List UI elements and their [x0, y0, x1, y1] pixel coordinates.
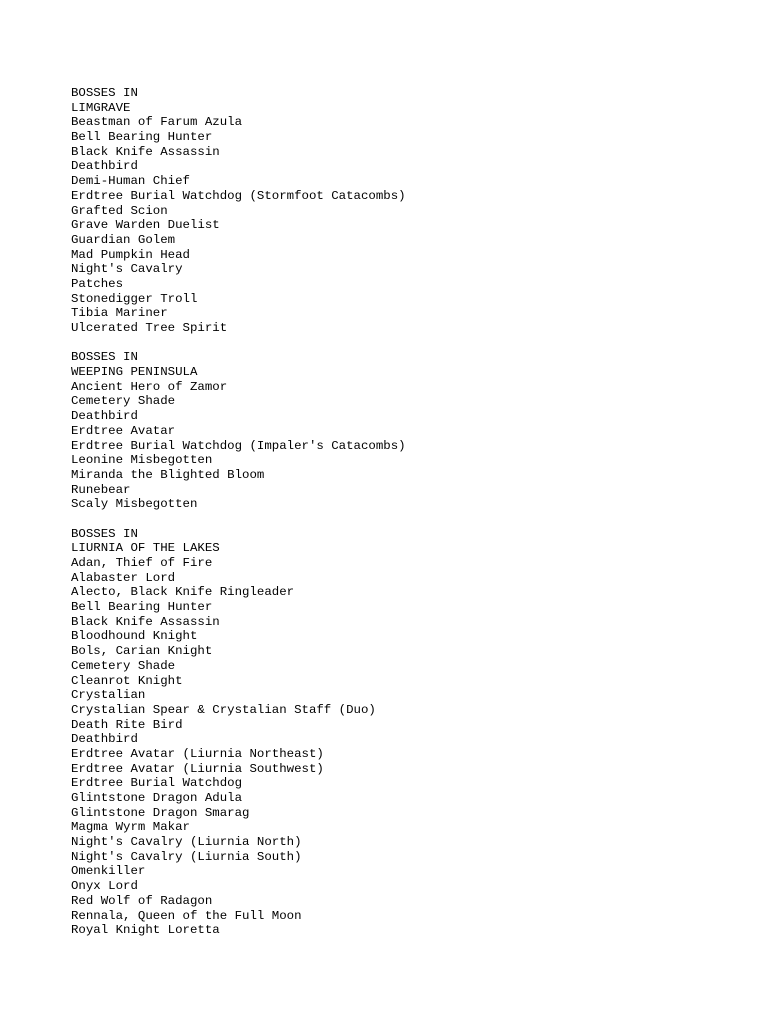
- boss-list-item: Ulcerated Tree Spirit: [71, 321, 228, 335]
- boss-list-item: Scaly Misbegotten: [71, 497, 198, 512]
- section-region-title: WEEPING PENINSULA: [71, 365, 198, 380]
- boss-list-item: Erdtree Avatar: [71, 423, 176, 438]
- boss-list-item: Miranda the Blighted Bloom: [71, 467, 265, 482]
- boss-list-item: Patches: [71, 276, 124, 291]
- section-region-title: LIURNIA OF THE LAKES: [71, 541, 220, 556]
- boss-section: [71, 86, 731, 336]
- boss-list-item: Adan, Thief of Fire: [71, 556, 213, 570]
- boss-list-item: Deathbird: [71, 409, 138, 424]
- boss-list-item: Glintstone Dragon Smarag: [71, 805, 250, 820]
- boss-list-item: Bell Bearing Hunter: [71, 130, 213, 145]
- boss-list-item: Bols, Carian Knight: [71, 644, 213, 659]
- boss-list-item: Demi-Human Chief: [71, 174, 190, 189]
- boss-list: [71, 380, 731, 512]
- boss-list-item: Red Wolf of Radagon: [71, 893, 213, 908]
- boss-list-item: Rennala, Queen of the Full Moon: [71, 908, 302, 923]
- boss-list-item: Cemetery Shade: [71, 658, 176, 673]
- boss-list-item: Erdtree Avatar (Liurnia Northeast): [71, 746, 324, 761]
- boss-list-item: Erdtree Burial Watchdog (Impaler's Catacombs): [71, 438, 406, 453]
- boss-list-item: Beastman of Farum Azula: [71, 115, 243, 130]
- boss-list-item: Guardian Golem: [71, 232, 176, 247]
- boss-list-item: Deathbird: [71, 732, 138, 747]
- boss-list-item: Bloodhound Knight: [71, 629, 198, 644]
- boss-list-item: Onyx Lord: [71, 879, 138, 894]
- boss-list-item: Erdtree Avatar (Liurnia Southwest): [71, 761, 324, 776]
- boss-list-item: Omenkiller: [71, 864, 146, 879]
- document-page: [71, 86, 731, 953]
- boss-list-item: Runebear: [71, 482, 131, 497]
- boss-list-item: Ancient Hero of Zamor: [71, 379, 228, 394]
- boss-list-item: Black Knife Assassin: [71, 144, 220, 159]
- boss-list-item: Erdtree Burial Watchdog (Stormfoot Catacombs): [71, 188, 406, 203]
- boss-list-item: Night's Cavalry (Liurnia South): [71, 849, 302, 864]
- boss-list-item: Alabaster Lord: [71, 570, 176, 585]
- boss-list-item: Grave Warden Duelist: [71, 218, 220, 233]
- boss-list-item: Night's Cavalry (Liurnia North): [71, 835, 302, 850]
- boss-list-item: Death Rite Bird: [71, 717, 183, 732]
- boss-list-item: Deathbird: [71, 159, 138, 174]
- boss-list-item: Glintstone Dragon Adula: [71, 791, 243, 805]
- boss-list-item: Leonine Misbegotten: [71, 453, 213, 468]
- boss-list-item: Black Knife Assassin: [71, 614, 220, 629]
- section-heading-prefix: BOSSES IN: [71, 86, 138, 100]
- boss-list-item: Cemetery Shade: [71, 394, 176, 409]
- boss-list-item: Mad Pumpkin Head: [71, 247, 190, 262]
- boss-section: [71, 350, 731, 512]
- boss-list-item: Crystalian: [71, 688, 146, 703]
- boss-section: [71, 527, 731, 938]
- boss-list-item: Magma Wyrm Makar: [71, 820, 190, 835]
- boss-list-item: Cleanrot Knight: [71, 673, 183, 688]
- boss-list-item: Erdtree Burial Watchdog: [71, 776, 243, 791]
- boss-list: [71, 115, 731, 335]
- boss-list-item: Tibia Mariner: [71, 306, 168, 321]
- boss-list-item: Grafted Scion: [71, 203, 168, 218]
- section-heading-prefix: BOSSES IN: [71, 526, 138, 541]
- boss-list: [71, 556, 731, 938]
- boss-list-item: Royal Knight Loretta: [71, 923, 220, 938]
- boss-list-item: Stonedigger Troll: [71, 291, 198, 306]
- boss-list-item: Night's Cavalry: [71, 262, 183, 277]
- boss-list-item: Bell Bearing Hunter: [71, 600, 213, 615]
- boss-list-item: Crystalian Spear & Crystalian Staff (Duo): [71, 702, 376, 717]
- section-region-title: LIMGRAVE: [71, 100, 131, 115]
- boss-list-item: Alecto, Black Knife Ringleader: [71, 585, 295, 600]
- section-heading-prefix: BOSSES IN: [71, 350, 138, 365]
